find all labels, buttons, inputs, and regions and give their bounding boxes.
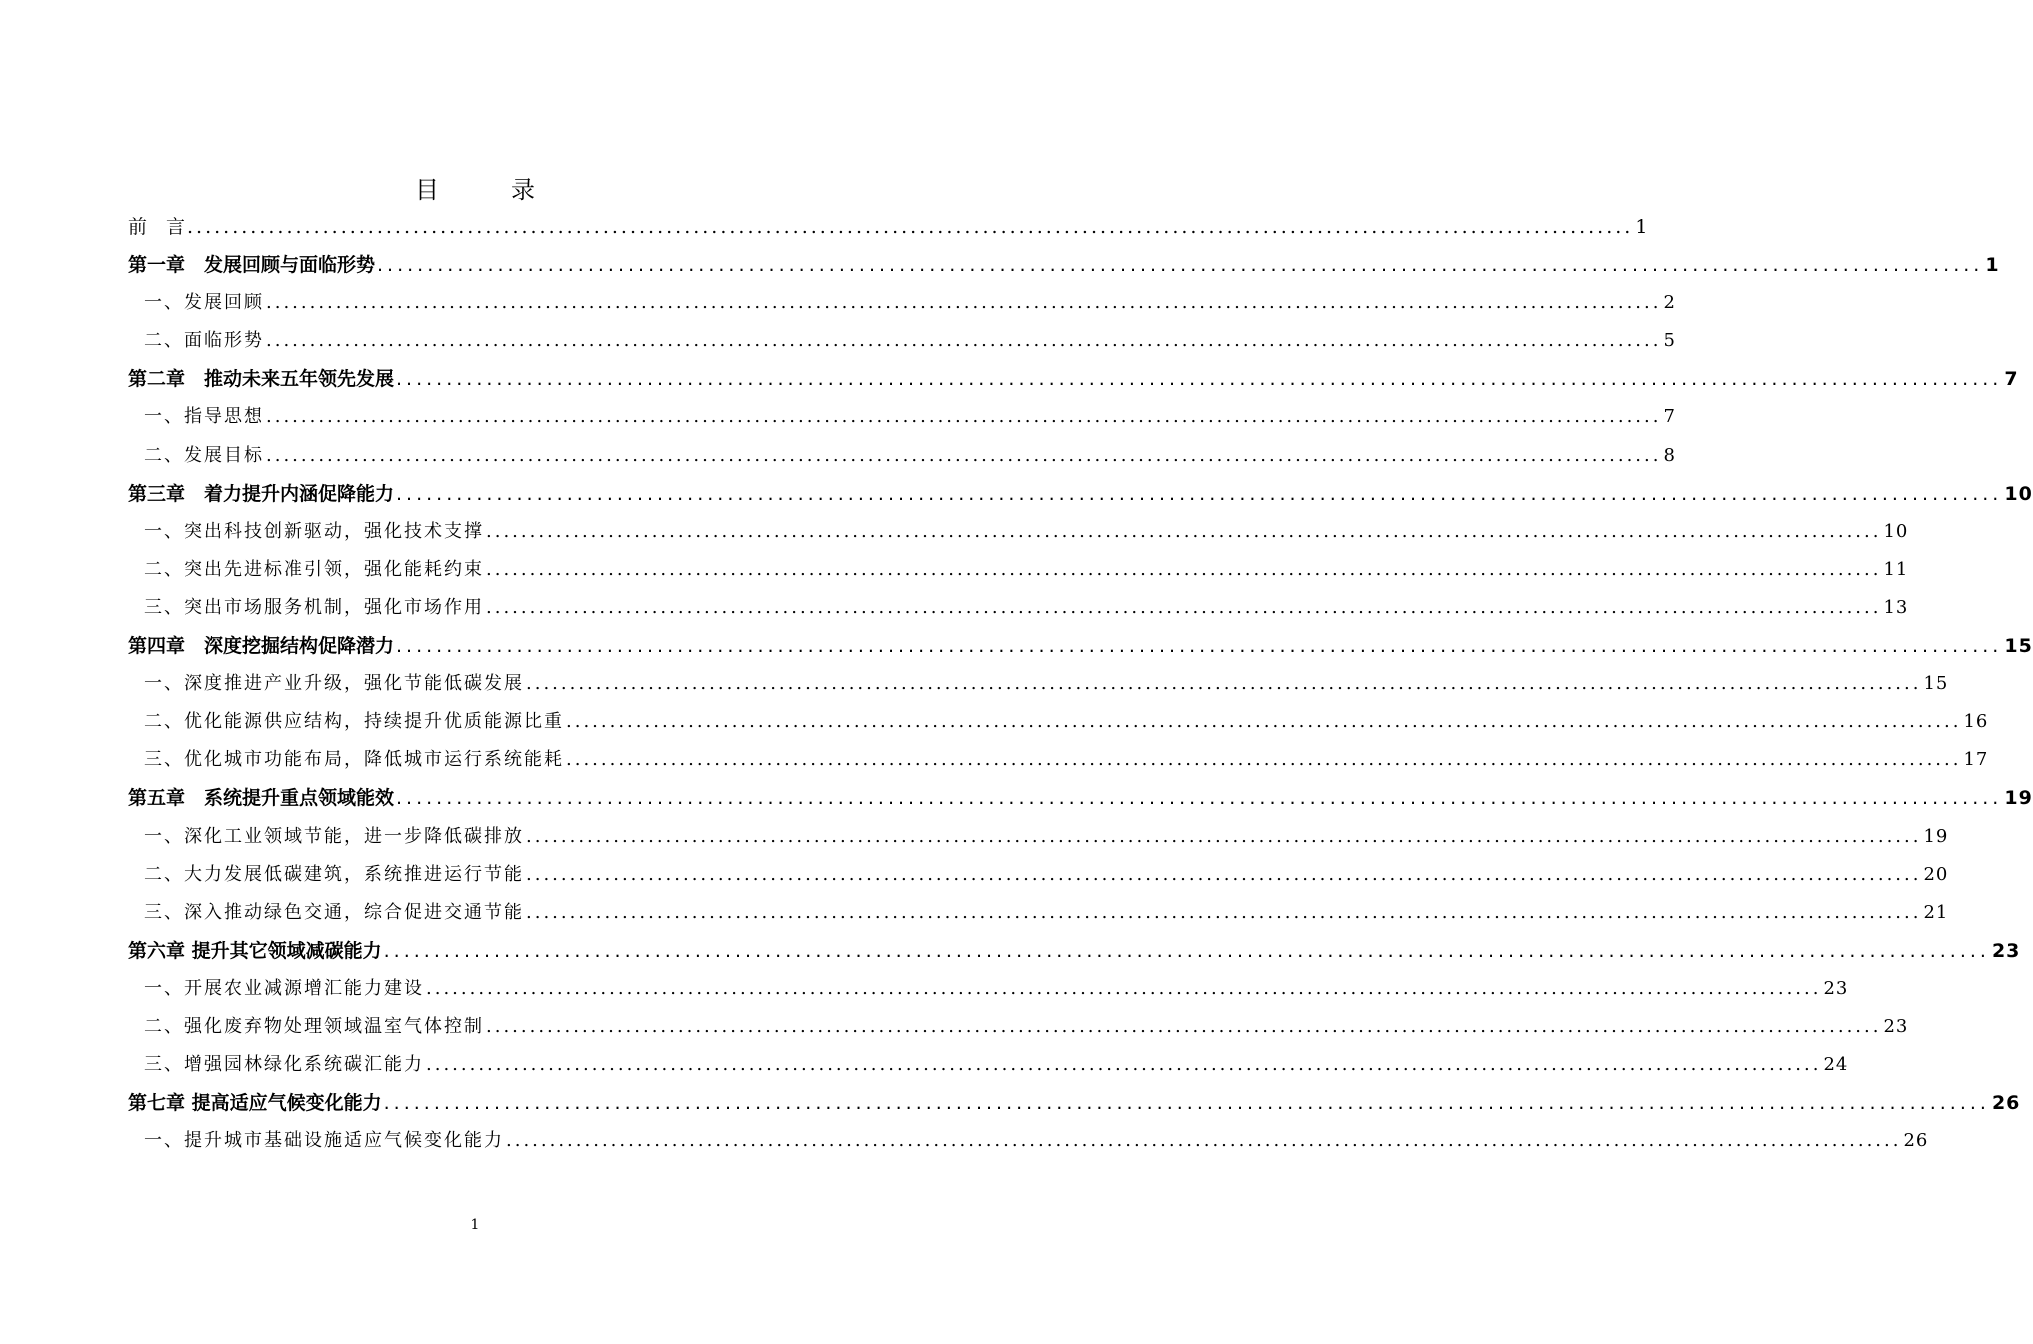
toc-entry-page: 21 bbox=[1923, 901, 1949, 923]
toc-title: 目 录 bbox=[415, 176, 559, 204]
toc-entry-section[interactable] bbox=[128, 513, 1909, 551]
toc-entry-section[interactable] bbox=[128, 665, 1949, 703]
dot-leader: ................................................................................................................................................................ bbox=[526, 901, 1922, 923]
dot-leader: ................................................................................................................................................................ bbox=[526, 863, 1922, 885]
toc-entry-label: 二、优化能源供应结构，持续提升优质能源比重 bbox=[144, 711, 564, 733]
toc-entry-label: 二、面临形势 bbox=[144, 330, 264, 352]
dot-leader: ................................................................................................................................................................ bbox=[396, 368, 2003, 391]
toc-entry-page: 24 bbox=[1823, 1054, 1849, 1076]
toc-entry-page: 2 bbox=[1663, 292, 1676, 314]
dot-leader: ................................................................................................................................................................ bbox=[486, 596, 1882, 618]
toc-entry-label: 二、突出先进标准引领，强化能耗约束 bbox=[144, 558, 484, 580]
toc-entry-label: 一、深度推进产业升级，强化节能低碳发展 bbox=[144, 673, 524, 695]
toc-entry-label: 前 言 bbox=[128, 216, 186, 238]
dot-leader: ................................................................................................................................................................ bbox=[426, 977, 1822, 999]
toc-entry-label: 一、深化工业领域节能，进一步降低碳排放 bbox=[144, 825, 524, 847]
toc-entry-label: 一、指导思想 bbox=[144, 406, 264, 428]
toc-entry-page: 11 bbox=[1883, 558, 1909, 580]
toc-entry-section[interactable] bbox=[128, 398, 1676, 436]
toc-entry-page: 10 bbox=[1883, 520, 1909, 542]
dot-leader: ................................................................................................................................................................ bbox=[396, 635, 2003, 658]
toc-entry-label: 一、开展农业减源增汇能力建设 bbox=[144, 977, 424, 999]
toc-entry-label: 第五章 系统提升重点领域能效 bbox=[128, 787, 395, 810]
dot-leader: ................................................................................................................................................................ bbox=[526, 673, 1922, 695]
toc-entry-label: 一、提升城市基础设施适应气候变化能力 bbox=[144, 1130, 504, 1152]
toc-entry-page: 16 bbox=[1963, 711, 1989, 733]
toc-entry-section[interactable] bbox=[128, 703, 1989, 741]
toc-entry-chapter[interactable] bbox=[128, 246, 2000, 284]
dot-leader: ................................................................................................................................................................ bbox=[566, 749, 1962, 771]
table-of-contents bbox=[128, 208, 2033, 1160]
toc-entry-section[interactable] bbox=[128, 1122, 1929, 1160]
toc-entry-page: 8 bbox=[1663, 444, 1676, 466]
toc-entry-page: 5 bbox=[1663, 330, 1676, 352]
toc-entry-section[interactable] bbox=[128, 322, 1676, 360]
dot-leader: ................................................................................................................................................................ bbox=[396, 787, 2003, 810]
toc-entry-label: 三、优化城市功能布局，降低城市运行系统能耗 bbox=[144, 749, 564, 771]
toc-entry-section[interactable] bbox=[128, 589, 1909, 627]
toc-entry-page: 23 bbox=[1883, 1015, 1909, 1037]
toc-entry-page: 19 bbox=[2004, 787, 2033, 810]
dot-leader: ................................................................................................................................................................ bbox=[396, 482, 2003, 505]
toc-entry-label: 第六章 提升其它领域减碳能力 bbox=[128, 939, 382, 962]
dot-leader: ................................................................................................................................................................ bbox=[486, 520, 1882, 542]
dot-leader: ................................................................................................................................................................ bbox=[266, 330, 1662, 352]
toc-entry-chapter[interactable] bbox=[128, 475, 2033, 513]
toc-entry-page: 1 bbox=[1635, 216, 1649, 238]
toc-entry-label: 一、发展回顾 bbox=[144, 292, 264, 314]
toc-entry-preface[interactable] bbox=[128, 208, 1649, 246]
toc-entry-page: 23 bbox=[1991, 939, 2021, 962]
dot-leader: ................................................................................................................................................................ bbox=[266, 292, 1662, 314]
toc-entry-section[interactable] bbox=[128, 894, 1949, 932]
toc-entry-page: 20 bbox=[1923, 863, 1949, 885]
toc-entry-section[interactable] bbox=[128, 284, 1676, 322]
toc-entry-section[interactable] bbox=[128, 437, 1676, 475]
toc-entry-label: 三、突出市场服务机制，强化市场作用 bbox=[144, 596, 484, 618]
toc-entry-chapter[interactable] bbox=[128, 360, 2019, 398]
dot-leader: ................................................................................................................................................................ bbox=[266, 406, 1662, 428]
toc-entry-chapter[interactable] bbox=[128, 779, 2033, 817]
dot-leader: ................................................................................................................................................................ bbox=[566, 711, 1962, 733]
dot-leader: ................................................................................................................................................................ bbox=[426, 1054, 1822, 1076]
toc-entry-page: 7 bbox=[1663, 406, 1676, 428]
toc-entry-label: 第一章 发展回顾与面临形势 bbox=[128, 254, 376, 277]
toc-entry-label: 二、大力发展低碳建筑，系统推进运行节能 bbox=[144, 863, 524, 885]
toc-entry-page: 19 bbox=[1923, 825, 1949, 847]
dot-leader: ................................................................................................................................................................ bbox=[486, 558, 1882, 580]
toc-entry-section[interactable] bbox=[128, 1046, 1849, 1084]
toc-entry-page: 15 bbox=[2004, 635, 2033, 658]
toc-entry-section[interactable] bbox=[128, 1008, 1909, 1046]
toc-entry-section[interactable] bbox=[128, 818, 1949, 856]
dot-leader: ................................................................................................................................................................ bbox=[383, 1092, 1990, 1115]
toc-entry-page: 15 bbox=[1923, 673, 1949, 695]
toc-entry-page: 26 bbox=[1903, 1130, 1929, 1152]
toc-entry-chapter[interactable] bbox=[128, 1084, 2021, 1122]
dot-leader: ................................................................................................................................................................ bbox=[486, 1015, 1882, 1037]
toc-entry-label: 二、强化废弃物处理领域温室气体控制 bbox=[144, 1015, 484, 1037]
toc-entry-label: 一、突出科技创新驱动，强化技术支撑 bbox=[144, 520, 484, 542]
toc-entry-label: 第三章 着力提升内涵促降能力 bbox=[128, 482, 395, 505]
toc-entry-chapter[interactable] bbox=[128, 627, 2033, 665]
dot-leader: ................................................................................................................................................................ bbox=[266, 444, 1662, 466]
toc-entry-label: 三、增强园林绿化系统碳汇能力 bbox=[144, 1054, 424, 1076]
dot-leader: ................................................................................................................................................................ bbox=[506, 1130, 1902, 1152]
dot-leader: ................................................................................................................................................................ bbox=[187, 216, 1634, 238]
toc-entry-label: 第七章 提高适应气候变化能力 bbox=[128, 1092, 382, 1115]
toc-entry-section[interactable] bbox=[128, 856, 1949, 894]
toc-entry-section[interactable] bbox=[128, 970, 1849, 1008]
dot-leader: ................................................................................................................................................................ bbox=[377, 254, 1984, 277]
toc-entry-section[interactable] bbox=[128, 741, 1989, 779]
toc-entry-label: 三、深入推动绿色交通，综合促进交通节能 bbox=[144, 901, 524, 923]
toc-entry-section[interactable] bbox=[128, 551, 1909, 589]
toc-entry-page: 13 bbox=[1883, 596, 1909, 618]
dot-leader: ................................................................................................................................................................ bbox=[383, 939, 1990, 962]
toc-entry-page: 23 bbox=[1823, 977, 1849, 999]
toc-entry-page: 17 bbox=[1963, 749, 1989, 771]
toc-entry-label: 第四章 深度挖掘结构促降潜力 bbox=[128, 635, 395, 658]
toc-entry-page: 1 bbox=[1985, 254, 2000, 277]
toc-entry-page: 7 bbox=[2004, 368, 2019, 391]
toc-entry-page: 10 bbox=[2004, 482, 2033, 505]
toc-entry-label: 二、发展目标 bbox=[144, 444, 264, 466]
dot-leader: ................................................................................................................................................................ bbox=[526, 825, 1922, 847]
toc-entry-chapter[interactable] bbox=[128, 932, 2021, 970]
toc-entry-label: 第二章 推动未来五年领先发展 bbox=[128, 368, 395, 391]
toc-entry-page: 26 bbox=[1991, 1092, 2021, 1115]
page-number: 1 bbox=[470, 1217, 480, 1233]
